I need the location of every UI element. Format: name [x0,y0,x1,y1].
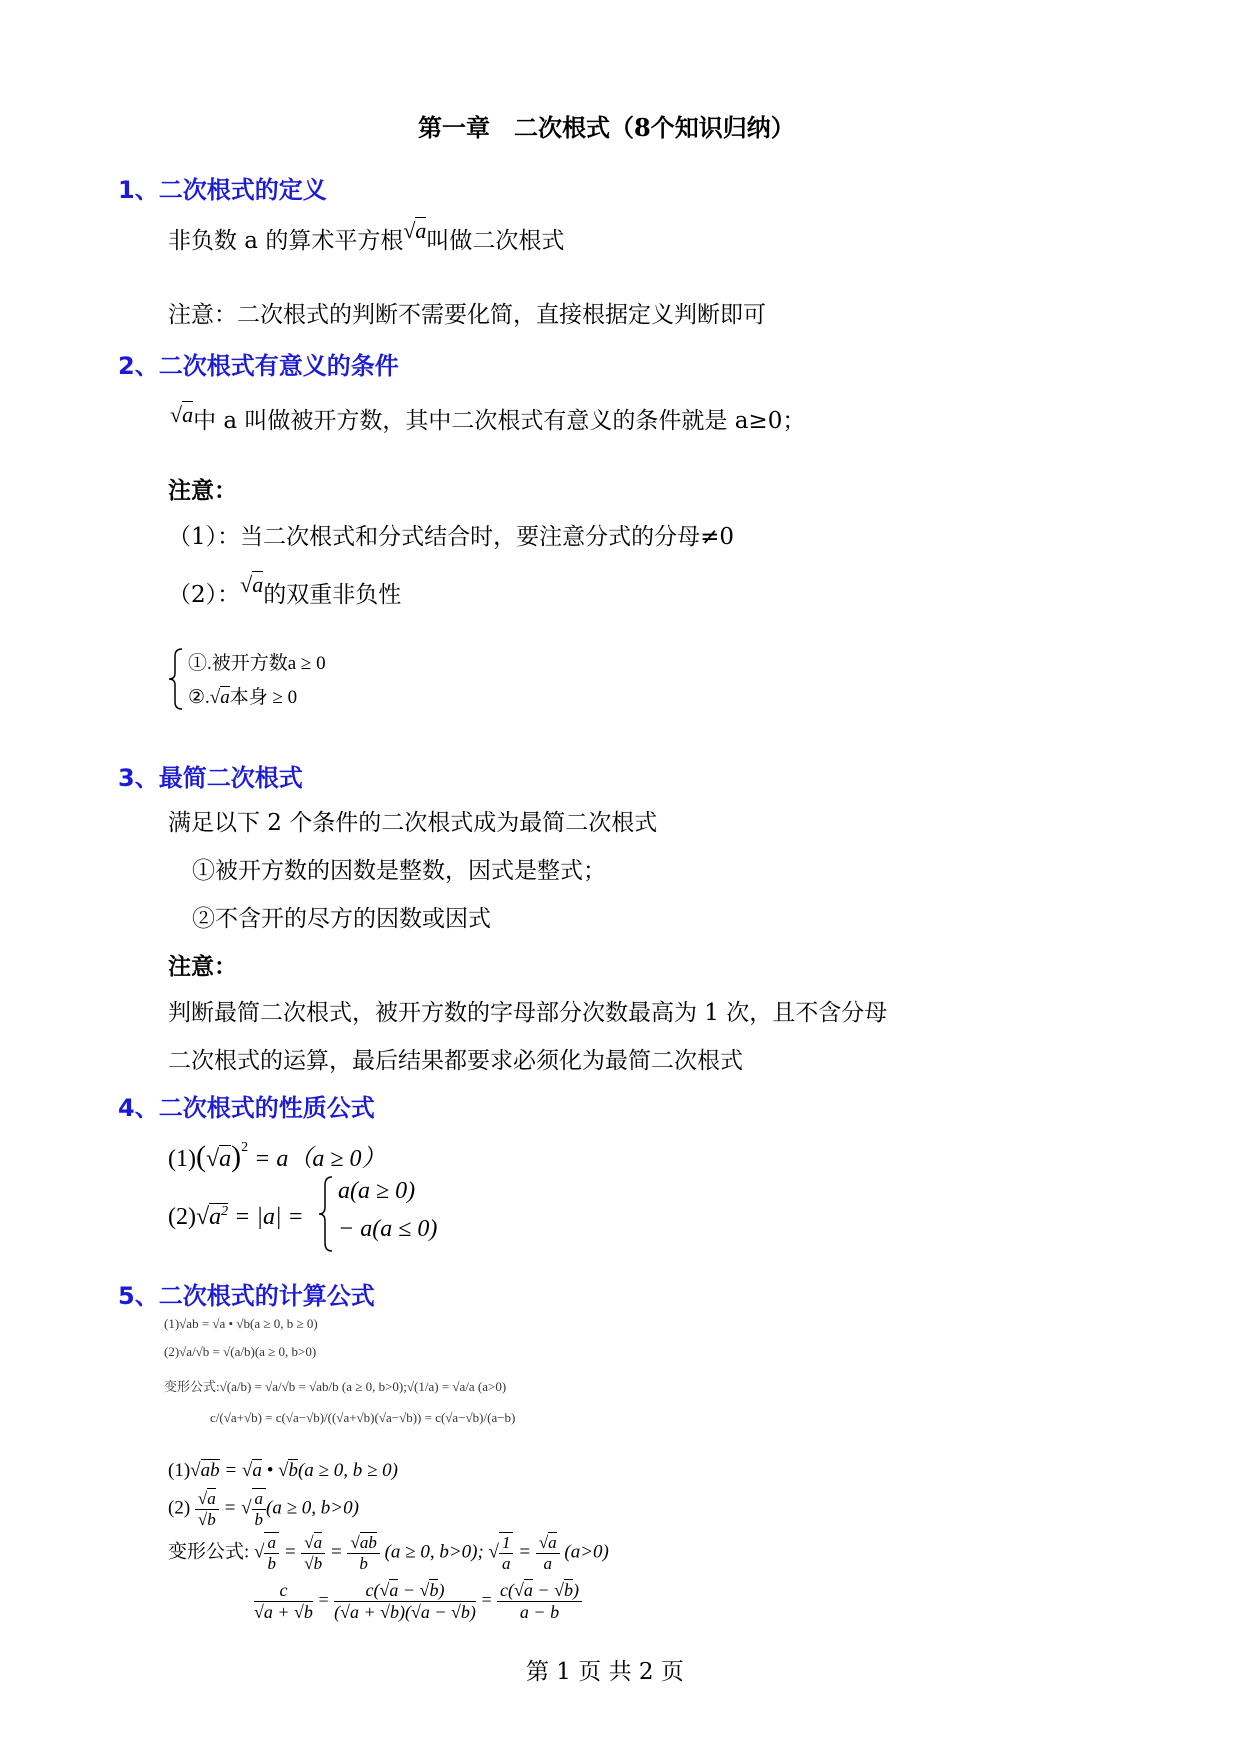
formula-1-label: (1) [168,1146,196,1172]
section-1-heading: 1、二次根式的定义 [118,176,327,204]
section-2-heading: 2、二次根式有意义的条件 [118,352,399,380]
page-title: 第一章 二次根式（8个知识归纳） [418,113,795,142]
calc-3-condition-2: (a>0) [564,1541,609,1563]
section-3-note-1: 判断最简二次根式，被开方数的字母部分次数最高为 1 次，且不含分母 [168,1000,888,1026]
property-formula-2: $(2)√a^2 = |a|$ = [168,1204,304,1230]
formula-2-mid: = |a| = [234,1204,304,1230]
formula-2-case-2: − a(a ≤ 0) [338,1216,438,1242]
sqrt-a-formula: √a [170,402,194,427]
section-1-note: 注意：二次根式的判断不需要化简，直接根据定义判断即可 [168,302,766,328]
section-4-heading: 4、二次根式的性质公式 [118,1094,375,1122]
calc-2-label: (2) [168,1497,191,1519]
formula-2-case-1: a(a ≥ 0) [338,1178,416,1204]
brace-case-2-post: 本身 ≥ 0 [229,687,298,708]
condition-text: 中 a 叫做被开方数，其中二次根式有意义的条件就是 a≥0； [193,408,806,434]
section-2-note-label: 注意： [168,477,237,504]
section-2-condition [170,402,805,435]
sqrt-a-formula: √a [240,572,264,597]
left-brace-icon [168,648,184,710]
small-formula-1: (1)√ab = √a • √b(a ≥ 0, b ≥ 0) [164,1316,318,1331]
sqrt-a-formula: √a [209,687,230,708]
section-3-condition-1: ①被开方数的因数是整数，因式是整式； [192,858,606,884]
calc-formula-4: $\frac{c}{√a + √b}$ = $\frac{c(√a - √b)}{(√a + √b)(√a - √b)}$ = $\frac{c(√a - √b)}{a - b}$ [254,1580,582,1623]
small-formula-2: (2)√a/√b = √(a/b)(a ≥ 0, b>0) [164,1344,317,1359]
section-5-heading: 5、二次根式的计算公式 [118,1282,375,1310]
brace-case-2 [188,682,297,709]
small-formula-4: c/(√a+√b) = c(√a−√b)/((√a+√b)(√a−√b)) = c(√a−√b)/(a−b) [210,1410,516,1425]
definition-text-pre: 非负数 a 的算术平方根 [168,228,404,254]
item-2-post: 的双重非负性 [263,582,402,608]
section-3-condition-2: ②不含开的尽方的因数或因式 [192,906,491,932]
brace-case-2-pre: ②. [188,687,210,708]
section-1-definition [168,218,565,255]
formula-1-rhs: = a（a ≥ 0） [254,1146,386,1172]
page-footer: 第 1 页 共 2 页 [526,1659,684,1685]
section-3-intro: 满足以下 2 个条件的二次根式成为最简二次根式 [168,810,658,836]
calc-formula-2: (2) $\frac{√a}{√b}$ = √ $\frac{a}{b}$ (a ≥ 0, b>0) [168,1488,359,1529]
calc-3-condition-1: (a ≥ 0, b>0); [384,1541,484,1563]
section-2-note-item-1: （1）：当二次根式和分式结合时，要注意分式的分母≠0 [168,524,735,550]
calc-formula-1: (1)√ab = √a • √b(a ≥ 0, b ≥ 0) [168,1460,398,1481]
property-formula-1: $(1)(√a)^2 = a(a \ge 0)$ [168,1140,386,1173]
formula-2-label: (2) [168,1204,196,1230]
calc-1-condition: (a ≥ 0, b ≥ 0) [297,1460,398,1481]
section-2-note-item-2 [168,572,402,609]
section-3-heading: 3、最简二次根式 [118,764,303,792]
calc-2-condition: (a ≥ 0, b>0) [266,1497,359,1519]
small-formula-3: 变形公式:√(a/b) = √a/√b = √ab/b (a ≥ 0, b>0);√(1/a) = √a/a (a>0) [164,1379,507,1394]
definition-text-post: 叫做二次根式 [426,228,565,254]
section-3-note-2: 二次根式的运算，最后结果都要求必须化为最简二次根式 [168,1048,743,1074]
calc-1-label: (1) [168,1460,191,1481]
item-2-pre: （2）： [168,582,241,608]
sqrt-a-formula: √a [403,218,427,243]
calc-3-label: 变形公式: [168,1541,250,1563]
section-3-note-label: 注意： [168,953,237,980]
calc-formula-3: 变形公式: √ $\frac{a}{b}$ = $\frac{√a}{√b}$ = $\frac{√ab}{b}$ (a ≥ 0, b>0); √ $\frac{1}{a}$ = $\frac{√a}{a}$ (a>0) [168,1532,609,1573]
brace-case-1: ①.被开方数a ≥ 0 [188,653,326,674]
